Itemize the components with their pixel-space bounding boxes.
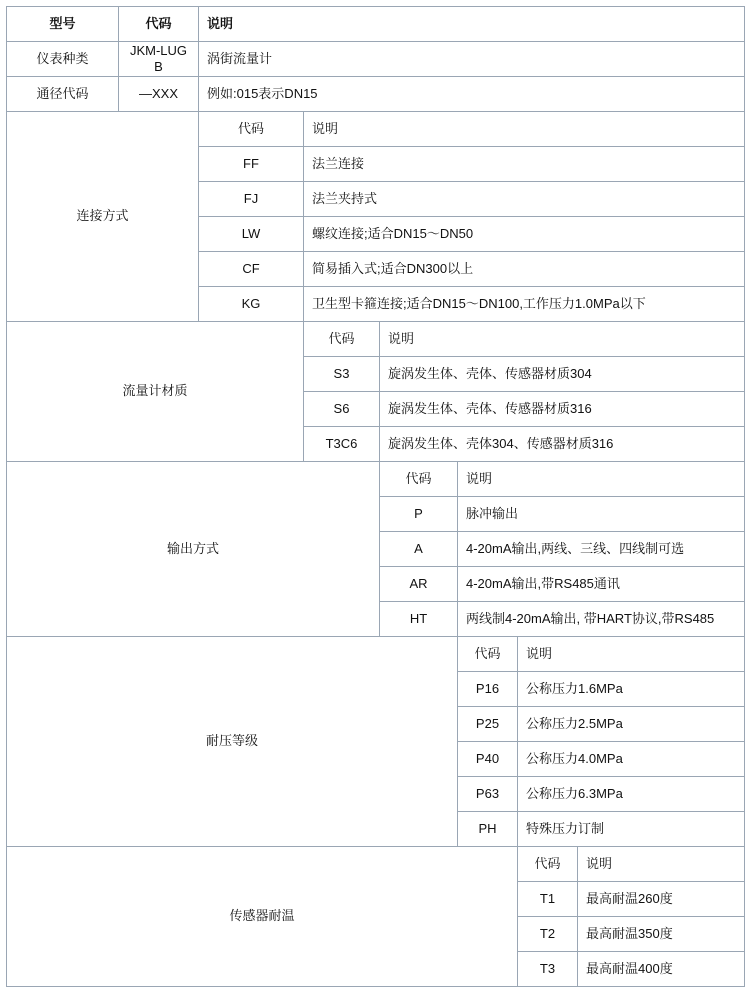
column-header-desc: 说明 bbox=[199, 7, 745, 42]
group-output-col-code: 代码 bbox=[380, 462, 458, 497]
desc-cell: 4-20mA输出,带RS485通讯 bbox=[458, 567, 745, 602]
code-cell: LW bbox=[199, 217, 304, 252]
desc-cell: 卫生型卡箍连接;适合DN15～DN100,工作压力1.0MPa以下 bbox=[304, 287, 745, 322]
code-cell: P16 bbox=[458, 672, 518, 707]
group-connection-col-desc: 说明 bbox=[304, 112, 745, 147]
code-cell: S6 bbox=[304, 392, 380, 427]
group-pressure-header-row bbox=[7, 637, 745, 672]
code-cell: FJ bbox=[199, 182, 304, 217]
desc-cell: 两线制4-20mA输出, 带HART协议,带RS485 bbox=[458, 602, 745, 637]
row-label-bore-code: 通径代码 bbox=[7, 77, 119, 112]
group-label-pressure: 耐压等级 bbox=[205, 733, 258, 749]
code-cell: A bbox=[380, 532, 458, 567]
desc-cell: 最高耐温400度 bbox=[578, 952, 745, 987]
group-output-header-row bbox=[7, 462, 745, 497]
group-pressure-col-code: 代码 bbox=[458, 637, 518, 672]
row-label-instrument-type: 仪表种类 bbox=[7, 42, 119, 77]
code-cell: KG bbox=[199, 287, 304, 322]
group-label-output-spacer bbox=[7, 462, 380, 637]
code-cell: CF bbox=[199, 252, 304, 287]
table-row-instrument-type bbox=[7, 42, 745, 77]
desc-cell: 螺纹连接;适合DN15～DN50 bbox=[304, 217, 745, 252]
group-label-material-spacer bbox=[7, 322, 304, 462]
group-temperature-col-code: 代码 bbox=[518, 847, 578, 882]
row-desc-bore-code: 例如:015表示DN15 bbox=[199, 77, 745, 112]
group-material-header-row bbox=[7, 322, 745, 357]
code-cell: AR bbox=[380, 567, 458, 602]
code-cell: T1 bbox=[518, 882, 578, 917]
desc-cell: 法兰夹持式 bbox=[304, 182, 745, 217]
group-temperature-col-desc: 说明 bbox=[578, 847, 745, 882]
group-label-pressure-spacer bbox=[7, 637, 458, 847]
group-output-col-desc: 说明 bbox=[458, 462, 745, 497]
code-cell: FF bbox=[199, 147, 304, 182]
code-cell: T3C6 bbox=[304, 427, 380, 462]
group-label-connection: 连接方式 bbox=[76, 208, 129, 224]
desc-cell: 公称压力2.5MPa bbox=[518, 707, 745, 742]
desc-cell: 公称压力6.3MPa bbox=[518, 777, 745, 812]
group-connection-col-code: 代码 bbox=[199, 112, 304, 147]
row-code-bore-code: —XXX bbox=[119, 77, 199, 112]
group-label-connection-spacer bbox=[7, 112, 199, 322]
code-cell: T3 bbox=[518, 952, 578, 987]
desc-cell: 旋涡发生体、壳体304、传感器材质316 bbox=[380, 427, 745, 462]
column-header-code: 代码 bbox=[119, 7, 199, 42]
code-cell: T2 bbox=[518, 917, 578, 952]
code-cell: PH bbox=[458, 812, 518, 847]
code-cell: P25 bbox=[458, 707, 518, 742]
desc-cell: 简易插入式;适合DN300以上 bbox=[304, 252, 745, 287]
row-code-instrument-type: JKM-LUGB bbox=[119, 42, 199, 77]
table-row-bore-code bbox=[7, 77, 745, 112]
group-connection-header-row bbox=[7, 112, 745, 147]
code-cell: S3 bbox=[304, 357, 380, 392]
group-label-material: 流量计材质 bbox=[122, 383, 188, 399]
code-cell: HT bbox=[380, 602, 458, 637]
group-material-col-desc: 说明 bbox=[380, 322, 745, 357]
code-cell: P40 bbox=[458, 742, 518, 777]
group-label-output: 输出方式 bbox=[166, 540, 219, 556]
group-temperature-header-row bbox=[7, 847, 745, 882]
desc-cell: 法兰连接 bbox=[304, 147, 745, 182]
group-material-col-code: 代码 bbox=[304, 322, 380, 357]
desc-cell: 特殊压力订制 bbox=[518, 812, 745, 847]
desc-cell: 4-20mA输出,两线、三线、四线制可选 bbox=[458, 532, 745, 567]
group-pressure-col-desc: 说明 bbox=[518, 637, 745, 672]
code-cell: P63 bbox=[458, 777, 518, 812]
row-desc-instrument-type: 涡街流量计 bbox=[199, 42, 745, 77]
desc-cell: 最高耐温260度 bbox=[578, 882, 745, 917]
desc-cell: 公称压力4.0MPa bbox=[518, 742, 745, 777]
column-header-model: 型号 bbox=[7, 7, 119, 42]
model-selection-table bbox=[6, 6, 745, 987]
desc-cell: 最高耐温350度 bbox=[578, 917, 745, 952]
table-header-row bbox=[7, 7, 745, 42]
desc-cell: 脉冲输出 bbox=[458, 497, 745, 532]
desc-cell: 旋涡发生体、壳体、传感器材质316 bbox=[380, 392, 745, 427]
desc-cell: 公称压力1.6MPa bbox=[518, 672, 745, 707]
group-label-temperature: 传感器耐温 bbox=[229, 908, 295, 924]
code-cell: P bbox=[380, 497, 458, 532]
desc-cell: 旋涡发生体、壳体、传感器材质304 bbox=[380, 357, 745, 392]
group-label-temperature-spacer bbox=[7, 847, 518, 987]
